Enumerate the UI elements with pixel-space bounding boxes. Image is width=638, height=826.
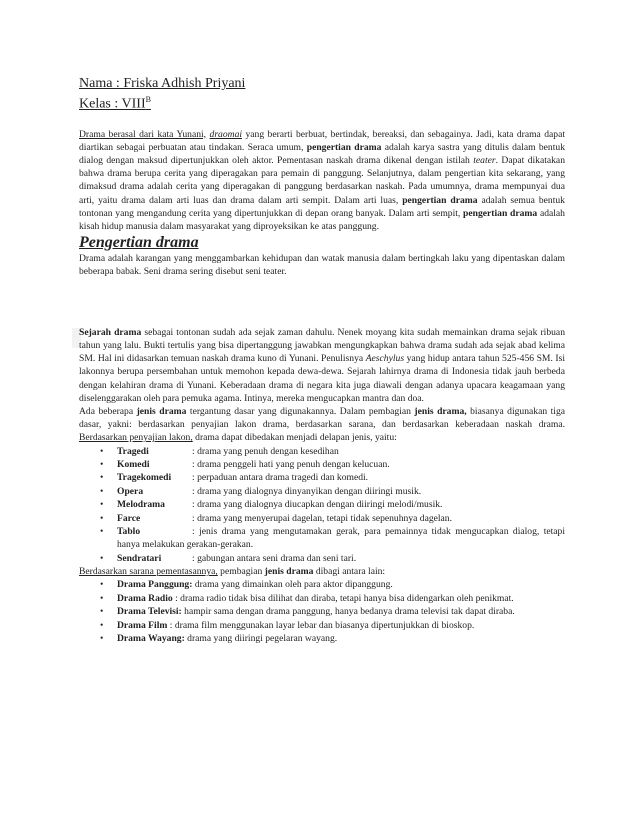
- list-term: Drama Panggung:: [117, 579, 193, 591]
- list-term: Farce: [117, 512, 141, 524]
- intro-text-1: yang berarti berbuat, bertindak, bereaksi, dan sebagainya. Jadi, kata drama dapat diartikan sebagai perbuatan atau tindakan. Seraca umum,: [79, 128, 566, 153]
- list-desc: : drama yang penuh dengan kesedihan: [192, 445, 339, 457]
- list-term: Drama Wayang:: [117, 633, 185, 644]
- section-heading: Pengertian drama: [79, 234, 199, 252]
- list-item: [117, 458, 565, 471]
- list-desc: : drama radio tidak bisa dilihat dan diraba, tetapi hanya bisa didengarkan oleh penikmat.: [172, 592, 514, 604]
- sarana-bold: jenis drama: [264, 566, 314, 578]
- history-paragraph: [79, 326, 565, 405]
- list-item: [117, 605, 565, 618]
- types-paragraph: [79, 405, 565, 445]
- list-term: Drama Televisi:: [117, 606, 182, 618]
- sarana-paragraph: [79, 565, 565, 578]
- types-text-4: drama dapat dibedakan menjadi delapan jenis, yaitu:: [192, 432, 397, 444]
- list-term: Tablo: [117, 525, 141, 537]
- list-item: [117, 471, 565, 484]
- sarana-types-list: [79, 578, 565, 645]
- list-desc: : drama yang dialognya diucapkan dengan diiringi melodi/musik.: [192, 499, 443, 511]
- document-page: [79, 76, 565, 645]
- intro-text-5: adalah kisah hidup manusia dalam masyarakat yang diproyeksikan ke atas panggung.: [79, 207, 565, 233]
- list-desc: hampir sama dengan drama panggung, hanya bedanya drama televisi tak dapat diraba.: [181, 606, 515, 618]
- history-text-1: sebagai tontonan sudah ada sejak zaman dahulu. Nenek moyang kita sudah memainkan drama sejak ribuan tahun yang lalu. Bukti tertulis yang bisa dipertanggung jawabkan mengungkapkan bahwa drama sudah ada sejak abad kelima SM. Hal ini didasarkan temuan naskah drama kuno di Yunani. Penulisnya: [79, 326, 565, 365]
- list-item: [117, 619, 565, 632]
- types-text-1: Ada beberapa: [79, 405, 137, 417]
- list-term: Sendratari: [117, 552, 162, 564]
- list-desc: : gabungan antara seni drama dan seni tari.: [192, 552, 357, 564]
- history-bold: Sejarah drama: [79, 326, 142, 338]
- list-term: Tragekomedi: [117, 472, 172, 484]
- types-bold-2: jenis drama,: [414, 405, 467, 417]
- sarana-underlined: Berdasarkan sarana pementasannya,: [79, 566, 218, 578]
- lakon-types-list: [79, 445, 565, 566]
- list-desc: : drama penggeli hati yang penuh dengan kelucuan.: [192, 458, 390, 470]
- list-desc: : drama film menggunakan layar lebar dan biasanya dipertunjukkan di bioskop.: [167, 619, 475, 631]
- list-item: [117, 485, 565, 498]
- types-bold-1: jenis drama: [136, 405, 187, 417]
- list-term: Melodrama: [117, 499, 165, 511]
- intro-text-3: . Dapat dikatakan bahwa drama berupa cerita yang diperagakan para pemain di panggung. Selanjutnya, dalam pengertian kita sekarang, yang dimaksud drama adalah cerita yang diperagakan di panggung berdasarkan naskah. Pada umumnya, drama mempunyai dua arti, yaitu drama dalam arti luas dan drama dalam arti sempit. Dalam arti luas,: [79, 155, 565, 206]
- list-term: Tragedi: [117, 445, 149, 457]
- term-draomai: draomai: [209, 128, 243, 140]
- intro-bold-3: pengertian drama: [463, 207, 538, 219]
- types-text-2: tergantung dasar yang digunakannya. Dalam pembagian: [186, 405, 415, 417]
- intro-bold-1: pengertian drama: [306, 141, 382, 153]
- types-text-3: biasanya digunakan tiga dasar, yakni: berdasarkan penyajian lakon drama, berdasarkan sarana, dan berdasarkan keberadaan naskah drama.: [79, 405, 566, 431]
- intro-lead: Drama berasal dari kata Yunani,: [79, 128, 207, 140]
- list-term: Drama Film: [117, 619, 168, 631]
- sarana-text-1: pembagian: [217, 566, 265, 578]
- sarana-text-2: dibagi antara lain:: [313, 566, 386, 578]
- intro-paragraph: [79, 128, 565, 234]
- term-aeschylus: Aeschylus: [365, 353, 405, 365]
- list-desc: drama yang diiringi pegelaran wayang.: [184, 633, 338, 644]
- list-item: [117, 498, 565, 511]
- list-item: [117, 592, 565, 605]
- list-desc: : drama yang dialognya dinyanyikan dengan diiringi musik.: [192, 485, 422, 497]
- types-underlined: Berdasarkan penyajian lakon,: [79, 432, 193, 444]
- list-desc: : drama yang menyerupai dagelan, tetapi tidak sepenuhnya dagelan.: [192, 512, 452, 524]
- list-term: Opera: [117, 485, 144, 497]
- class-superscript: B: [145, 95, 151, 104]
- intro-text-2: adalah karya sastra yang ditulis dalam bentuk dialog dengan maksud dipertunjukkan oleh aktor. Pementasan naskah drama dikenal dengan istilah: [79, 141, 565, 167]
- list-term: Drama Radio: [117, 592, 173, 604]
- list-item: [117, 578, 565, 591]
- list-desc: : jenis drama yang mengutamakan gerak, para pemainnya tidak mengucapkan dialog, tetapi hanya melakukan gerakan-gerakan.: [117, 525, 565, 551]
- class-label: Kelas : VIII: [79, 96, 146, 112]
- definition-paragraph: Drama adalah karangan yang menggambarkan kehidupan dan watak manusia dalam bertingkah laku yang dipentaskan dalam beberapa babak. Seni drama sering disebut seni teater.: [79, 253, 565, 278]
- intro-bold-2: pengertian drama: [402, 194, 478, 206]
- list-desc: : perpaduan antara drama tragedi dan komedi.: [192, 472, 369, 484]
- list-desc: drama yang dimainkan oleh para aktor dipanggung.: [192, 579, 393, 591]
- list-item: [117, 525, 565, 552]
- history-text-2: yang hidup antara tahun 525-456 SM. Isi lakonnya berupa persembahan untuk memohon kepada dewa-dewa. Sejarah lahirnya drama di Indonesia tidak jauh berbeda dengan kelahiran drama di Yunani. Keberadaan drama di negara kita juga diawali dengan adanya upacara keagamaan yang diselenggarakan oleh para pemuka agama. Intinya, mereka mengucapkan mantra dan doa.: [79, 353, 565, 404]
- list-item: [117, 632, 565, 645]
- list-item: [117, 552, 565, 565]
- list-item: [117, 445, 565, 458]
- term-teater: teater: [473, 155, 496, 167]
- list-term: Komedi: [117, 458, 150, 470]
- list-item: [117, 512, 565, 525]
- student-class-line: [79, 92, 565, 113]
- intro-text-4: adalah semua bentuk tontonan yang mengandung cerita yang dipertunjukkan di depan orang banyak. Dalam arti sempit,: [79, 194, 565, 219]
- student-name-line: Nama : Friska Adhish Priyani: [79, 76, 246, 91]
